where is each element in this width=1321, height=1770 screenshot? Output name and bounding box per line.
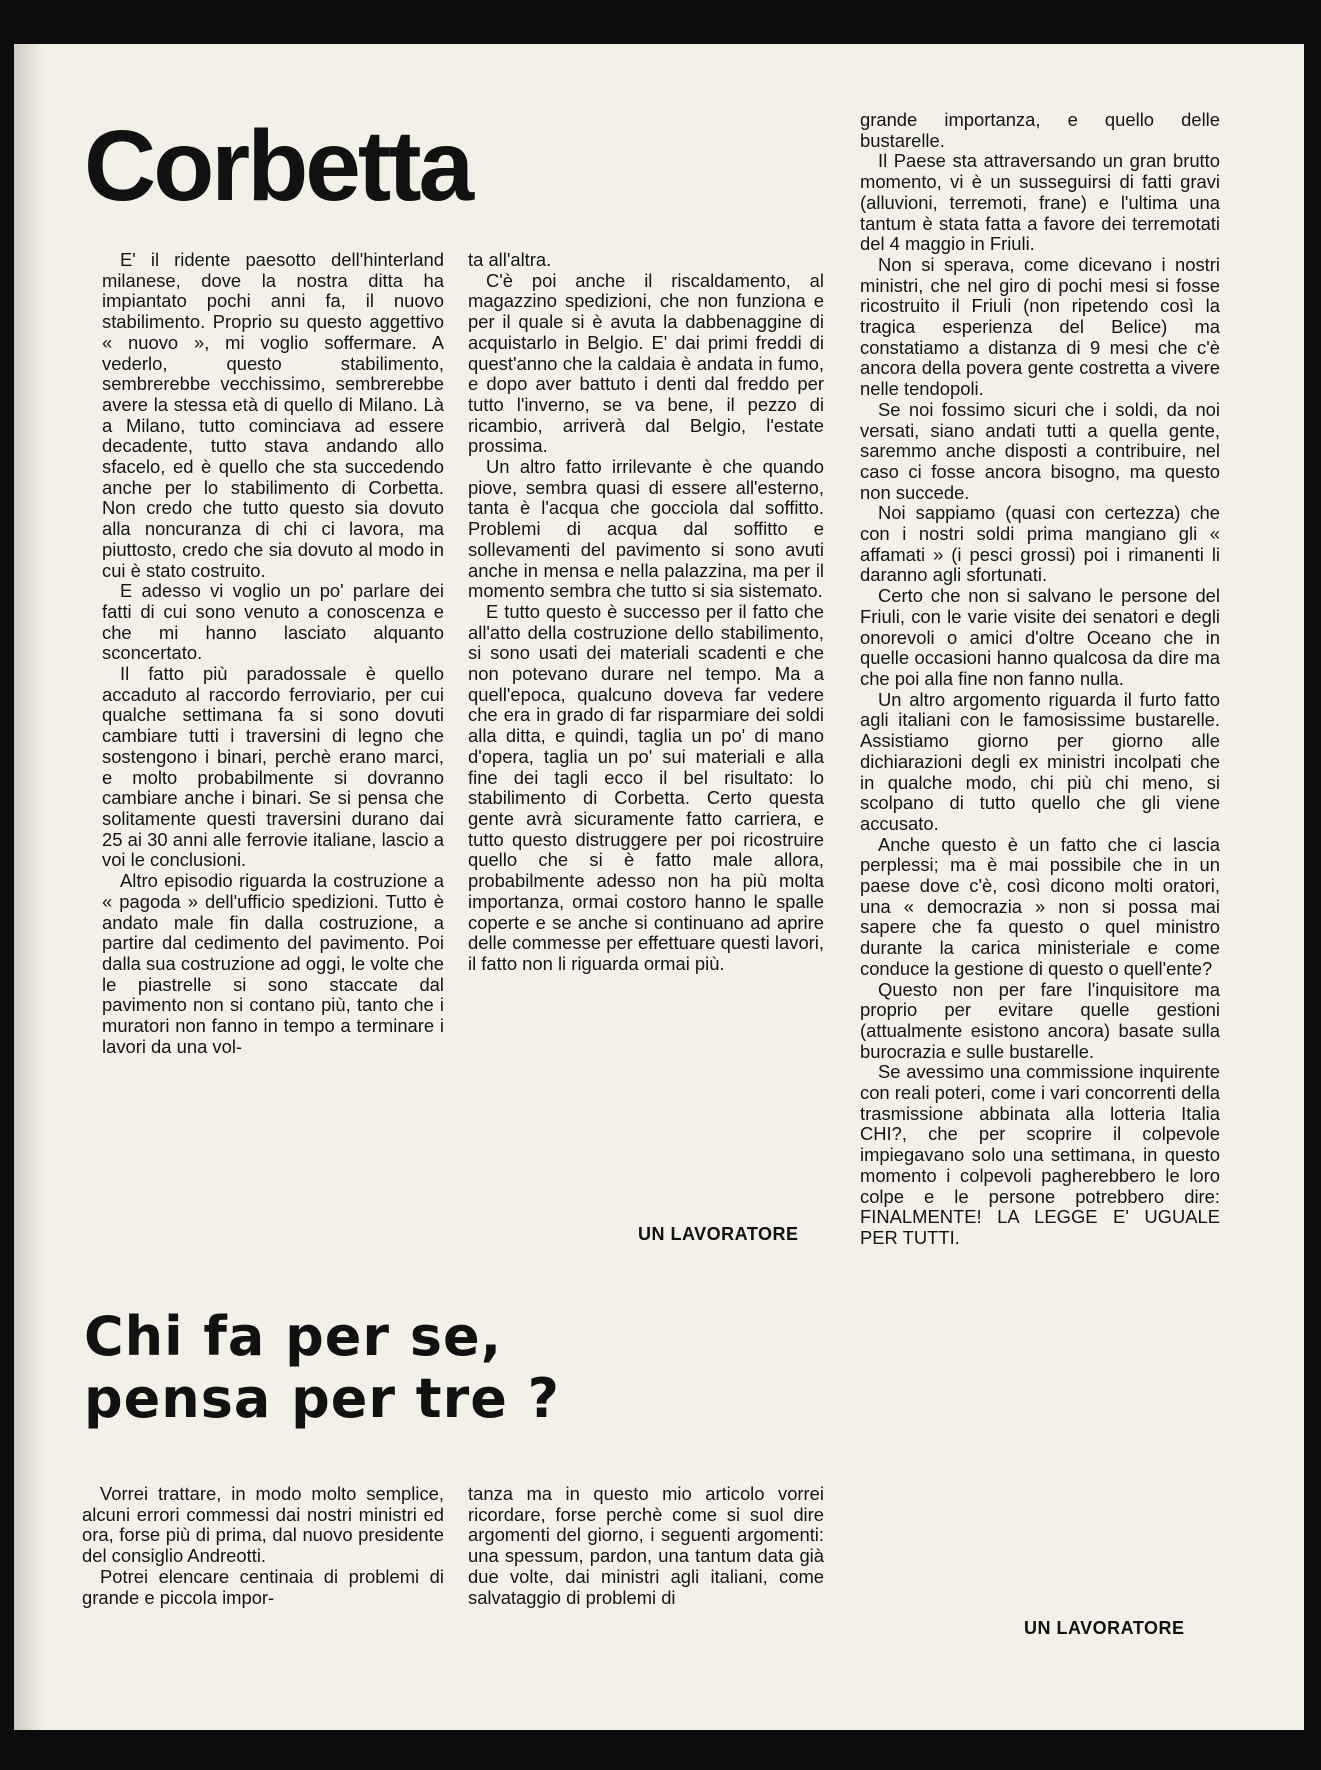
magazine-page bbox=[14, 44, 1304, 1730]
article2-signature: UN LAVORATORE bbox=[1024, 1618, 1185, 1638]
paragraph: Certo che non si salvano le persone del Friuli, con le varie visite dei senatori e degli onorevoli o amici d'oltre Oceano che in quelle occasioni hanno qualcosa da dire ma che poi alla fine non fanno nulla. bbox=[860, 585, 1220, 689]
paragraph: Non si sperava, come dicevano i nostri ministri, che nel giro di pochi mesi si fosse ricostruito il Friuli (non ripetendo così la tragica esperienza del Belice) ma constatiamo a distanza di 9 mesi che c'è ancora della povera gente costretta a vivere nelle tendopoli. bbox=[860, 253, 1220, 400]
paragraph: Un altro fatto irrilevante è che quando piove, sembra quasi di essere all'esterno, tanta è l'acqua che gocciola dal soffitto. Problemi di acqua dal soffitto e sollevamenti del pavimento si sono avuti anche in mensa e nella palazzina, ma per il momento sembra che tutto si sia sistemato. bbox=[468, 456, 824, 602]
article2-column-2 bbox=[468, 1484, 824, 1608]
paragraph: E' il ridente paesotto dell'hinterland milanese, dove la nostra ditta ha impiantato pochi anni fa, il nuovo stabilimento. Proprio su questo aggettivo « nuovo », mi voglio soffermare. A vederlo, questo stabilimento, sembrerebbe vecchissimo, sembrerebbe avere la stessa età di quello di Milano. Là a Milano, tutto cominciava ad essere decadente, tutto stava andando allo sfacelo, ed è quello che sta succedendo anche per lo stabilimento di Corbetta. Non credo che tutto questo sia dovuto alla noncuranza di chi ci lavora, ma piuttosto, credo che sia dovuto al modo in cui è stato costruito. bbox=[102, 249, 444, 581]
paragraph: Se avessimo una commissione inquirente con reali poteri, come i vari concorrenti della trasmissione abbinata alla lotteria Italia CHI?, che per scoprire il colpevole impiegavano solo una settimana, in questo momento i colpevoli pagherebbero le loro colpe e le persone potrebbero dire: FINALMENTE! LA LEGGE E' UGUALE PER TUTTI. bbox=[860, 1061, 1220, 1248]
paragraph: grande importanza, e quello delle bustarelle. bbox=[860, 109, 1220, 151]
paragraph: Questo non per fare l'inquisitore ma proprio per evitare quelle gestioni (attualmente esistono ancora) basate sulla burocrazia e sulle bustarelle. bbox=[860, 978, 1220, 1062]
paragraph: tanza ma in questo mio articolo vorrei ricordare, forse perchè come si suol dire argomenti del giorno, i seguenti argomenti: una spessum, pardon, una tantum data già due volte, dai ministri agli italiani, come salvataggio di problemi di bbox=[468, 1483, 824, 1608]
paragraph: Un altro argomento riguarda il furto fatto agli italiani con le famosissime bustarelle. Assistiamo giorno per giorno alle dichiarazioni degli ex ministri incolpati che in qualche modo, chi più chi meno, si scolpano di tutto quello che gli viene accusato. bbox=[860, 688, 1220, 834]
paragraph: Il Paese sta attraversando un gran brutto momento, vi è un susseguirsi di fatti gravi (alluvioni, terremoti, frane) e l'ultima una tantum è stata fatta a favore dei terremotati del 4 maggio in Friuli. bbox=[860, 150, 1220, 255]
article1-signature: UN LAVORATORE bbox=[638, 1224, 799, 1244]
title-line-1: Chi fa per se, bbox=[84, 1305, 503, 1368]
paragraph: ta all'altra. bbox=[468, 249, 552, 270]
article2-column-1 bbox=[82, 1484, 444, 1608]
paragraph: Potrei elencare centinaia di problemi di grande e piccola impor- bbox=[82, 1565, 444, 1608]
paragraph: Noi sappiamo (quasi con certezza) che con i nostri soldi prima mangiano gli « affamati » (i pesci grossi) poi i rimanenti li daranno agli sfortunati. bbox=[860, 502, 1220, 586]
article1-column-1 bbox=[102, 250, 444, 1057]
paragraph: E adesso vi voglio un po' parlare dei fatti di cui sono venuto a conoscenza e che mi hanno lasciato alquanto sconcertato. bbox=[102, 580, 444, 664]
paragraph: Se noi fossimo sicuri che i soldi, da noi versati, siano andati tutti a quella gente, saremmo anche disposti a contribuire, nel caso ci fosse ancora bisogno, ma questo non succede. bbox=[860, 398, 1220, 503]
paragraph: Anche questo è un fatto che ci lascia perplessi; ma è mai possibile che in un paese dove c'è, così dicono molti oratori, una « democrazia » non si possa mai sapere che fa questo o quel ministro durante la carica ministeriale e come conduce la gestione di questo o quell'ente? bbox=[860, 833, 1220, 979]
paragraph: C'è poi anche il riscaldamento, al magazzino spedizioni, che non funziona e per il quale si è avuta la dabbenaggine di acquistarlo in Belgio. E' dai primi freddi di quest'anno che la caldaia è andata in fumo, e dopo aver battuto i denti dal freddo per tutto l'inverno, se va bene, il pezzo di ricambio, arriverà dal Belgio, l'estate prossima. bbox=[468, 269, 824, 457]
paragraph: Il fatto più paradossale è quello accaduto al raccordo ferroviario, per cui qualche settimana fa si sono dovuti cambiare tutti i traversini di legno che sostengono i binari, perchè erano marci, e molto probabilmente si dovranno cambiare anche i binari. Se si pensa che solitamente questi traversini durano dai 25 ai 30 anni alle ferrovie italiane, lascio a voi le conclusioni. bbox=[102, 663, 444, 871]
article2-column-3 bbox=[860, 110, 1220, 1249]
article1-column-2 bbox=[468, 250, 824, 975]
page-spine-shadow bbox=[14, 44, 44, 1730]
article-title-corbetta: Corbetta bbox=[84, 110, 472, 222]
article-title-chi-fa-per-se bbox=[84, 1306, 604, 1430]
paragraph: E tutto questo è successo per il fatto che all'atto della costruzione dello stabilimento, si sono usati dei materiali scadenti e che non potevano durare nel tempo. Ma a quell'epoca, qualcuno doveva far vedere che era in grado di far risparmiare dei soldi alla ditta, e quindi, taglia un po' di mano d'opera, taglia un po' sui materiali e alla fine dei tagli ecco il bel risultato: lo stabilimento di Corbetta. Certo questa gente avrà sicuramente fatto carriera, e tutto questo distruggere per poi ricostruire quello che si è fatto male allora, probabilmente adesso non ha più molta importanza, ormai costoro hanno le spalle coperte e se anche si continuano ad aprire delle commesse per effettuare questi lavori, il fatto non li riguarda ormai più. bbox=[468, 600, 824, 974]
paragraph: Vorrei trattare, in modo molto semplice, alcuni errori commessi dai nostri ministri ed ora, forse più di prima, dal nuovo presidente del consiglio Andreotti. bbox=[82, 1483, 444, 1567]
paragraph: Altro episodio riguarda la costruzione a « pagoda » dell'ufficio spedizioni. Tutto è andato male fin dalla costruzione, a partire dal cedimento del pavimento. Poi dalla sua costruzione ad oggi, le volte che le piastrelle si sono staccate dal pavimento non si contano più, tanto che i muratori non fanno in tempo a terminare i lavori da una vol- bbox=[102, 870, 444, 1057]
title-line-2: pensa per tre ? bbox=[84, 1367, 561, 1430]
